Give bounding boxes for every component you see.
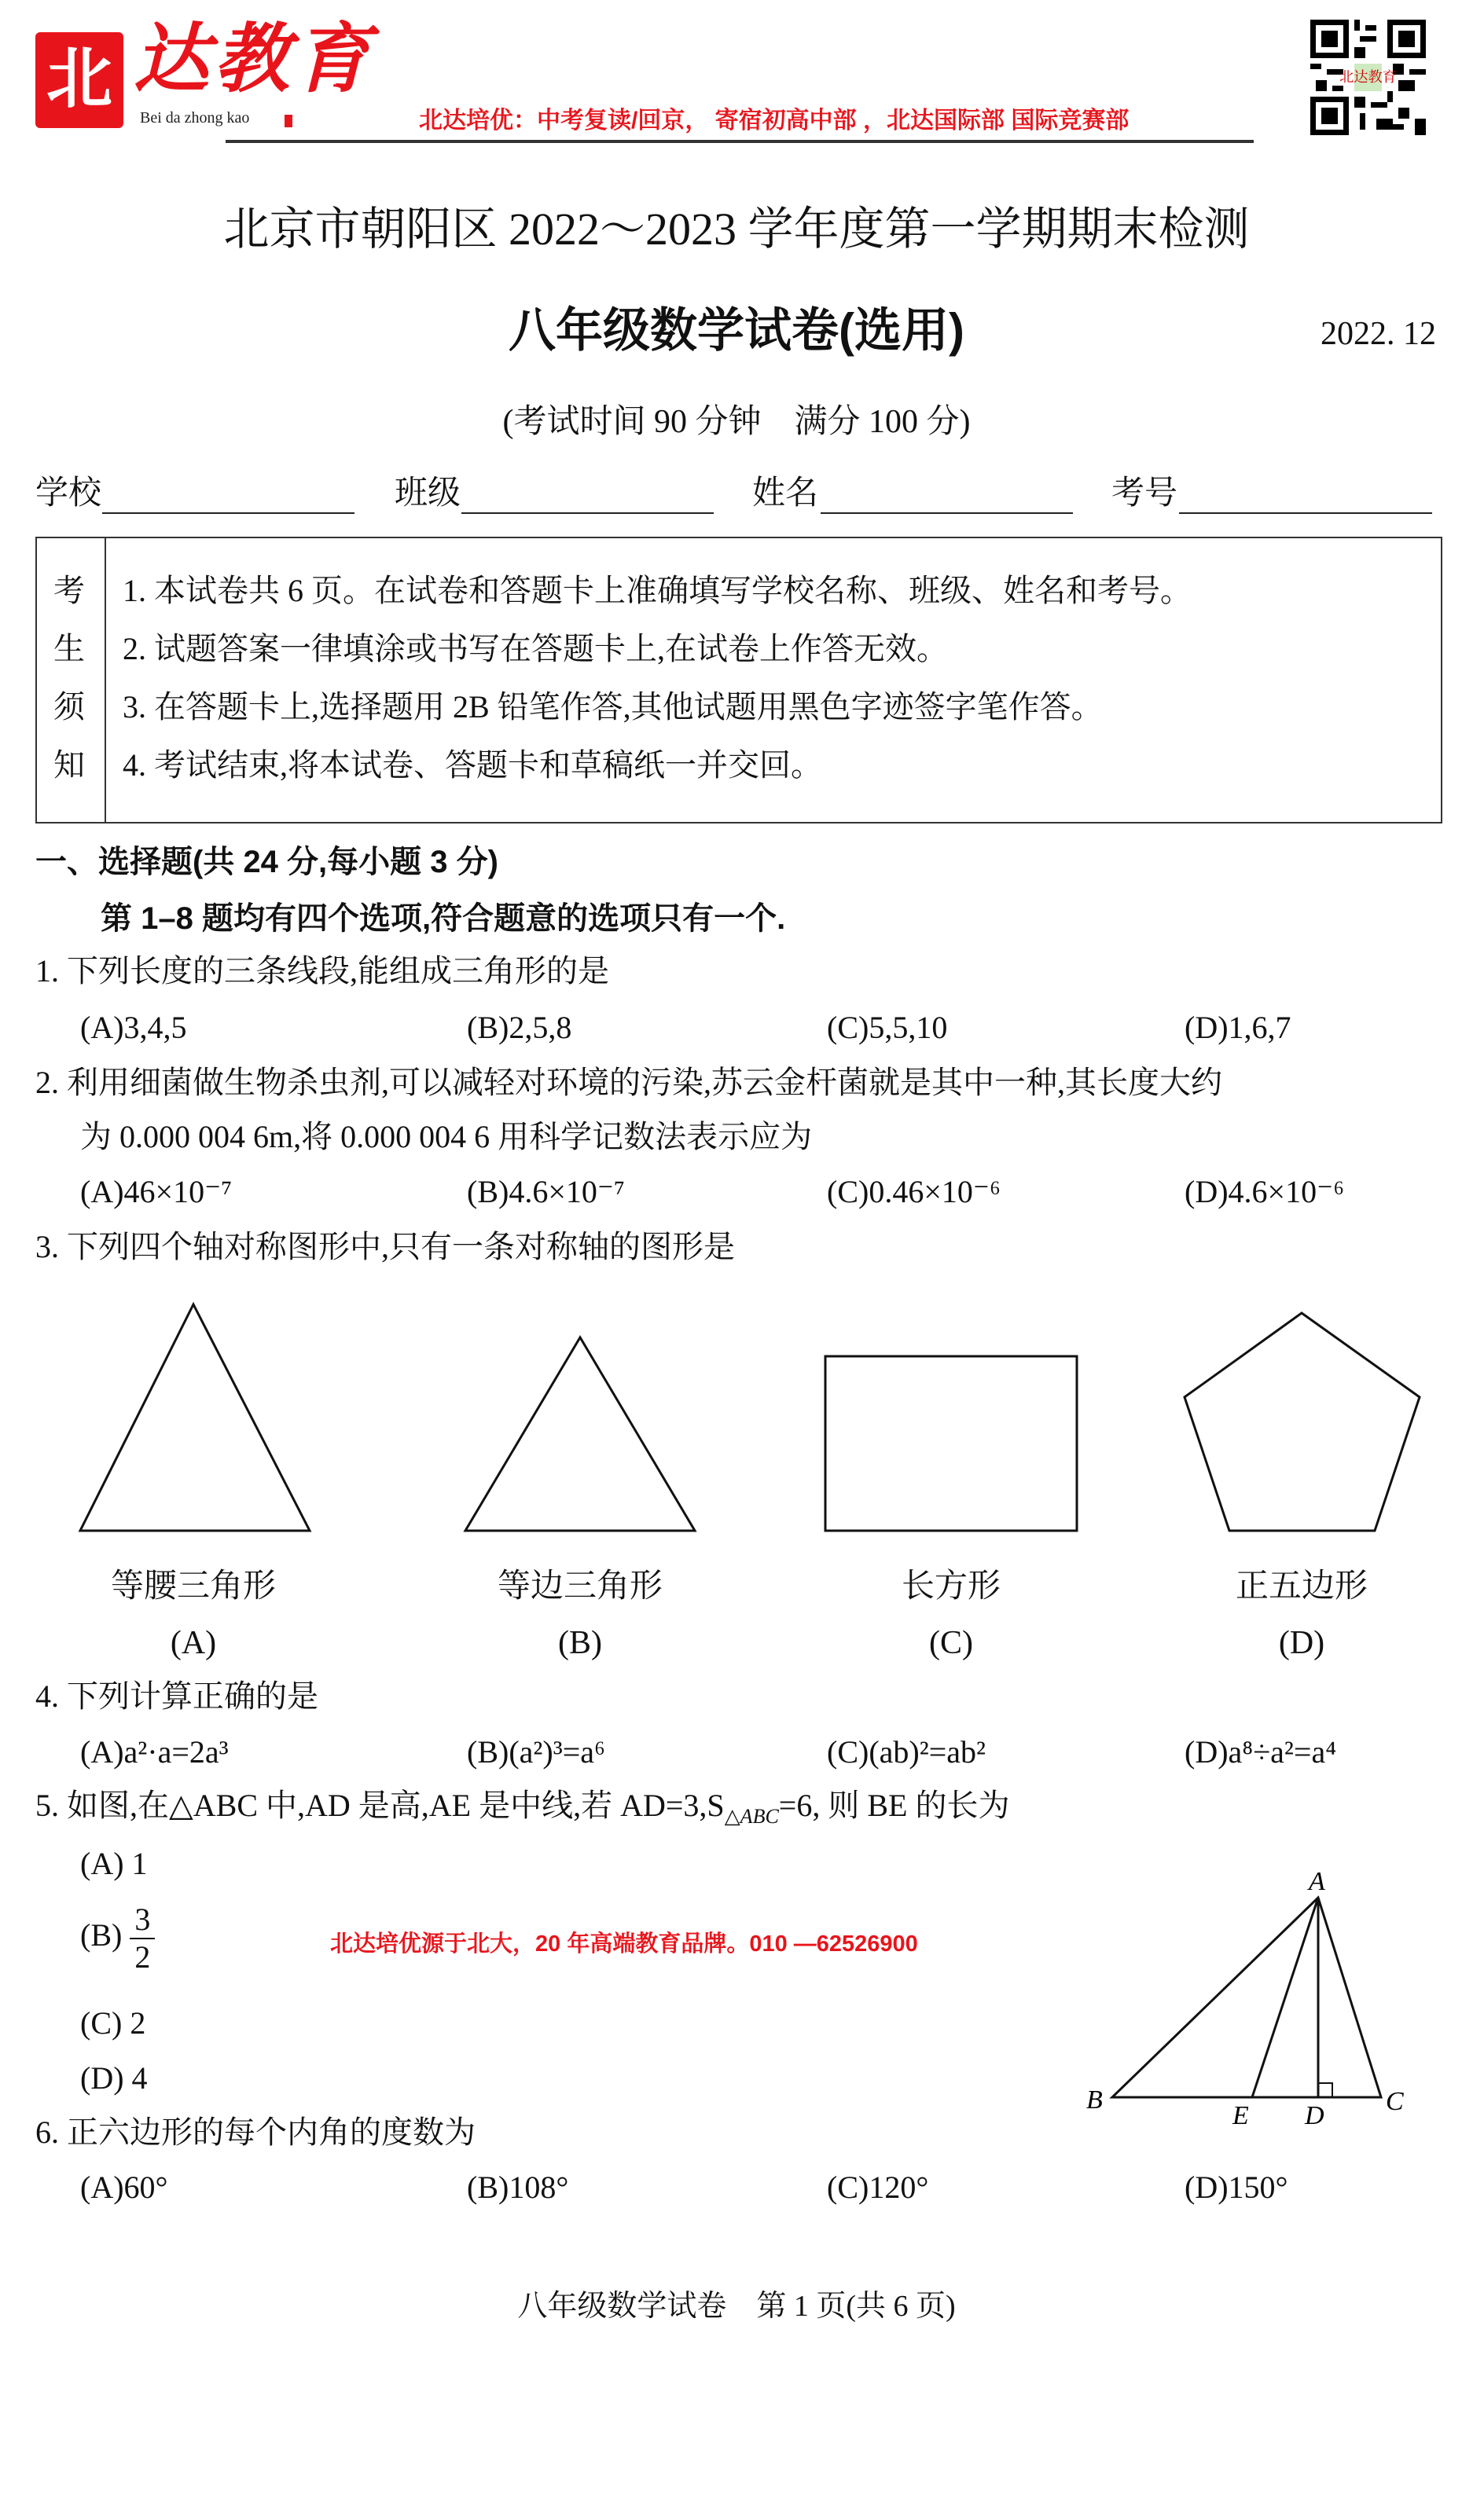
field-id-line[interactable] — [1179, 512, 1432, 514]
q3-option-a: (A) — [170, 1625, 217, 1661]
exam-date: 2022. 12 — [1321, 316, 1436, 352]
q1-text: 1. 下列长度的三条线段,能组成三角形的是 — [35, 953, 609, 989]
field-id-label: 考号 — [1111, 475, 1178, 512]
notice-divider — [105, 538, 106, 822]
logo-text: 达教育 — [134, 17, 374, 101]
qr-label: 北达教育 — [1339, 69, 1397, 86]
q3-text: 3. 下列四个轴对称图形中,只有一条对称轴的图形是 — [35, 1229, 735, 1264]
field-class-line[interactable] — [461, 512, 714, 514]
label-c: C — [1386, 2087, 1404, 2116]
triangle-abc — [1112, 1898, 1381, 2097]
q5-triangle-figure — [1077, 1854, 1423, 2137]
field-school-line[interactable] — [102, 512, 354, 514]
median-ae — [1252, 1898, 1318, 2097]
q5-text-a: 5. 如图,在△ABC 中,AD 是高,AE 是中线,若 AD=3,S — [35, 1788, 725, 1823]
q6-option-c: (C)120° — [827, 2170, 929, 2205]
isosceles-triangle-shape — [80, 1304, 310, 1531]
notice-label-4: 知 — [53, 747, 85, 783]
q5-option-b — [80, 1902, 155, 1975]
q6-option-a: (A)60° — [80, 2170, 168, 2205]
notice-label-1: 考 — [53, 573, 85, 608]
exam-title: 北京市朝阳区 2022～2023 学年度第一学期期末检测 — [223, 204, 1250, 255]
notice-label-3: 须 — [53, 689, 85, 724]
q2-option-c: (C)0.46×10⁻⁶ — [827, 1174, 1001, 1209]
q2-option-d: (D)4.6×10⁻⁶ — [1185, 1174, 1345, 1209]
q4-option-a: (A)a²·a=2a³ — [80, 1734, 229, 1770]
field-class-label: 班级 — [395, 475, 461, 512]
notice-label-2: 生 — [53, 631, 85, 666]
q3-shapes — [0, 1257, 1473, 1556]
q5-text — [35, 1787, 1009, 1836]
shape-label-b: 等边三角形 — [497, 1568, 663, 1605]
fraction-numerator: 3 — [130, 1902, 155, 1939]
field-name-line[interactable] — [821, 512, 1073, 514]
q5-text-sub: △ABC — [724, 1805, 779, 1828]
logo-mark: 北 — [35, 32, 123, 128]
section-instruction: 第 1–8 题均有四个选项,符合题意的选项只有一个. — [101, 901, 786, 936]
fraction-denominator: 2 — [134, 1939, 151, 1975]
logo-square — [285, 115, 292, 127]
q1-option-c: (C)5,5,10 — [827, 1010, 948, 1045]
q5-option-b-label: (B) — [80, 1917, 123, 1953]
exam-subject: 八年级数学试卷(选用) — [509, 304, 964, 357]
q4-option-c: (C)(ab)²=ab² — [827, 1734, 986, 1770]
notice-item: 4. 考试结束,将本试卷、答题卡和草稿纸一并交回。 — [123, 747, 822, 783]
exam-duration: (考试时间 90 分钟 满分 100 分) — [502, 404, 971, 440]
shape-label-c: 长方形 — [901, 1568, 1001, 1605]
q3-option-c: (C) — [929, 1625, 973, 1661]
field-school-label: 学校 — [35, 475, 102, 512]
pentagon-shape — [1185, 1313, 1420, 1531]
q2-text: 2. 利用细菌做生物杀虫剂,可以减轻对环境的污染,苏云金杆菌就是其中一种,其长度大约 — [35, 1065, 1222, 1100]
label-a: A — [1309, 1867, 1325, 1896]
header-divider — [226, 140, 1254, 143]
rectangle-shape — [825, 1356, 1077, 1531]
q5-option-d: (D) 4 — [80, 2060, 148, 2096]
right-angle-mark — [1318, 2083, 1332, 2097]
q1-option-d: (D)1,6,7 — [1185, 1010, 1291, 1045]
q6-option-b: (B)108° — [467, 2170, 569, 2205]
label-e: E — [1232, 2101, 1249, 2130]
notice-item: 3. 在答题卡上,选择题用 2B 铅笔作答,其他试题用黑色字迹签字笔作答。 — [123, 689, 1103, 724]
logo-pinyin: Bei da zhong kao — [140, 109, 250, 127]
q5-option-c: (C) 2 — [80, 2005, 146, 2041]
page-footer: 八年级数学试卷 第 1 页(共 6 页) — [517, 2290, 956, 2323]
q5-option-b-fraction — [130, 1902, 155, 1975]
q2-option-b: (B)4.6×10⁻⁷ — [467, 1174, 625, 1209]
q5-option-a: (A) 1 — [80, 1846, 148, 1881]
q3-option-d: (D) — [1278, 1625, 1325, 1661]
q4-option-d: (D)a⁸÷a²=a⁴ — [1185, 1734, 1337, 1770]
q4-text: 4. 下列计算正确的是 — [35, 1678, 318, 1714]
shape-label-a: 等腰三角形 — [110, 1568, 276, 1605]
qr-code-icon — [1310, 20, 1426, 135]
q2-text-cont: 为 0.000 004 6m,将 0.000 004 6 用科学记数法表示应为 — [80, 1119, 813, 1154]
q6-option-d: (D)150° — [1185, 2170, 1288, 2205]
notice-item: 2. 试题答案一律填涂或书写在答题卡上,在试卷上作答无效。 — [123, 631, 948, 666]
advert-text: 北达培优源于北大，20 年高端教育品牌。010 —62526900 — [330, 1931, 918, 1957]
label-d: D — [1305, 2101, 1324, 2130]
field-name-label: 姓名 — [752, 475, 819, 512]
label-b: B — [1086, 2085, 1103, 2115]
shape-label-d: 正五边形 — [1235, 1568, 1368, 1605]
notice-item: 1. 本试卷共 6 页。在试卷和答题卡上准确填写学校名称、班级、姓名和考号。 — [123, 573, 1192, 608]
q5-text-b: =6, 则 BE 的长为 — [778, 1788, 1010, 1823]
q3-option-b: (B) — [558, 1625, 602, 1661]
equilateral-triangle-shape — [465, 1337, 695, 1531]
tagline: 北达培优：中考复读/回京， 寄宿初高中部 ，北达国际部 国际竞赛部 — [419, 108, 1130, 134]
section-heading: 一、选择题(共 24 分,每小题 3 分) — [35, 845, 498, 879]
q1-option-b: (B)2,5,8 — [467, 1010, 572, 1045]
q6-text: 6. 正六边形的每个内角的度数为 — [35, 2115, 476, 2150]
q2-option-a: (A)46×10⁻⁷ — [80, 1174, 233, 1209]
q4-option-b: (B)(a²)³=a⁶ — [467, 1734, 605, 1770]
q1-option-a: (A)3,4,5 — [80, 1010, 187, 1045]
